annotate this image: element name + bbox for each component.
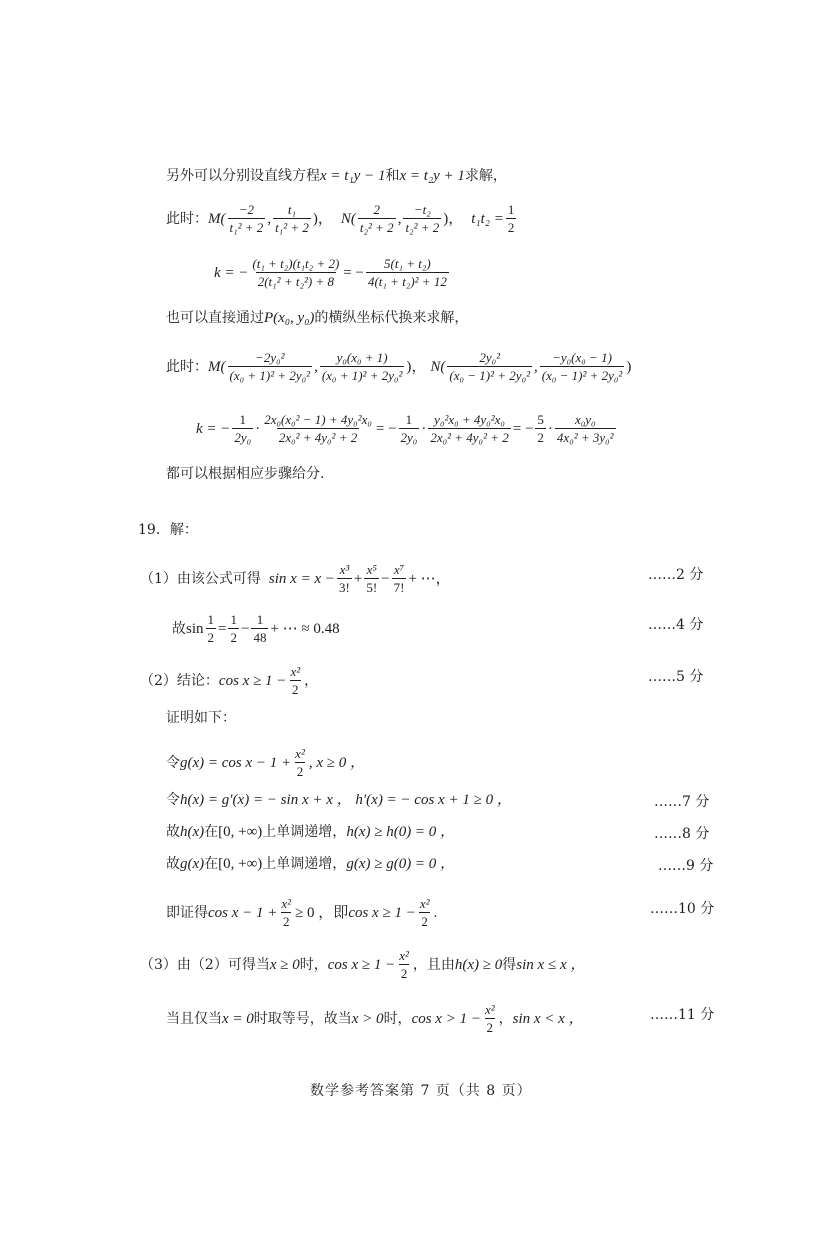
numerator: x₀y₀ bbox=[574, 412, 596, 427]
fraction bbox=[228, 612, 239, 645]
fraction bbox=[447, 350, 532, 383]
part3-strict bbox=[166, 1002, 584, 1035]
math: ) bbox=[626, 358, 632, 375]
numerator: 1 bbox=[230, 612, 237, 627]
score-mark: ……10 分 bbox=[650, 901, 715, 917]
fraction bbox=[418, 896, 432, 929]
numerator: x² bbox=[484, 1002, 495, 1017]
denominator: 2 bbox=[207, 630, 215, 645]
denominator: 3! bbox=[339, 580, 350, 595]
math: sin bbox=[186, 620, 204, 637]
denominator: 2 bbox=[421, 914, 428, 929]
numerator: 1 bbox=[256, 612, 264, 627]
alt-line-equations bbox=[166, 166, 507, 186]
fraction bbox=[232, 412, 253, 445]
math: x = t₁y − 1 bbox=[320, 168, 386, 184]
denominator: 2 bbox=[537, 430, 544, 445]
math: M( bbox=[208, 210, 226, 227]
fraction bbox=[262, 412, 374, 445]
text: 另外可以分别设直线方程 bbox=[166, 168, 320, 184]
label: 故 bbox=[166, 824, 180, 840]
denominator: 4(t₁ + t₂)² + 12 bbox=[367, 274, 447, 289]
numerator: x² bbox=[281, 896, 292, 911]
denominator: 5! bbox=[366, 580, 378, 595]
math: h(x) = g′(x) = − sin x + x ， h′(x) = − cos x + 1 ≥ 0 ， bbox=[180, 792, 512, 808]
numerator: −2 bbox=[238, 202, 255, 217]
comma: , bbox=[397, 210, 402, 227]
comma: , bbox=[314, 358, 318, 375]
label: 令 bbox=[166, 792, 180, 808]
define-h bbox=[166, 790, 512, 810]
denominator: 2x₀² + 4y₀² + 2 bbox=[430, 430, 509, 445]
text: 求解， bbox=[464, 168, 507, 184]
math: = bbox=[218, 620, 227, 637]
denominator: 2 bbox=[507, 220, 515, 235]
scoring-note bbox=[166, 464, 324, 484]
text: 证明如下： bbox=[166, 710, 236, 726]
math: − bbox=[240, 620, 250, 637]
math: )， bbox=[443, 210, 464, 227]
numerator: 5(t₁ + t₂) bbox=[384, 256, 431, 271]
numerator: −2y₀² bbox=[255, 350, 285, 365]
math: . bbox=[433, 904, 438, 921]
math: + bbox=[353, 570, 363, 587]
fraction bbox=[228, 350, 313, 383]
denominator: 2 bbox=[400, 966, 408, 981]
denominator: 2y₀ bbox=[234, 430, 252, 445]
label: 令 bbox=[166, 754, 180, 771]
denominator: 7! bbox=[393, 580, 405, 595]
fraction bbox=[358, 202, 396, 235]
text: 上单调递增， bbox=[262, 824, 347, 840]
math: · bbox=[547, 420, 553, 437]
math: = − bbox=[375, 420, 397, 437]
math: g(x) = cos x − 1 + bbox=[180, 754, 292, 771]
numerator: x² bbox=[290, 664, 301, 679]
numerator: −y₀(x₀ − 1) bbox=[552, 350, 612, 365]
fraction bbox=[366, 256, 449, 289]
fraction bbox=[483, 1002, 497, 1035]
denominator: 2(t₁² + t₂²) + 8 bbox=[257, 274, 334, 289]
numerator: x³ bbox=[339, 562, 350, 577]
denominator: (x₀ − 1)² + 2y₀² bbox=[449, 368, 530, 383]
numerator: 5 bbox=[537, 412, 544, 427]
comma: , bbox=[533, 358, 538, 375]
fraction bbox=[273, 202, 311, 235]
h-increasing bbox=[166, 822, 455, 842]
text: 19．解： bbox=[138, 522, 198, 538]
score-mark: ……9 分 bbox=[658, 858, 714, 874]
problem-19-heading bbox=[138, 520, 198, 540]
numerator: 1 bbox=[207, 612, 215, 627]
numerator: 2y₀² bbox=[479, 350, 501, 365]
label: 故 bbox=[172, 620, 186, 637]
numerator: x⁵ bbox=[366, 562, 377, 577]
denominator: t₁² + 2 bbox=[275, 220, 309, 235]
denominator: 2 bbox=[282, 914, 290, 929]
text: 时取等号，故当 bbox=[253, 1010, 352, 1027]
fraction bbox=[337, 562, 352, 595]
part1-estimate bbox=[172, 612, 340, 645]
math: g(x) ≥ g(0) = 0 ， bbox=[346, 856, 456, 872]
label: 此时： bbox=[166, 210, 208, 227]
fraction bbox=[397, 948, 411, 981]
numerator: 1 bbox=[405, 412, 413, 427]
math: ≥ 0 ，即 bbox=[295, 904, 349, 921]
math: P(x₀, y₀) bbox=[264, 310, 315, 326]
text: 上单调递增， bbox=[262, 856, 347, 872]
fraction bbox=[206, 612, 217, 645]
points-mn-x0y0 bbox=[166, 350, 631, 383]
text: 也可以直接通过 bbox=[166, 310, 264, 326]
numerator: −t₂ bbox=[413, 202, 431, 217]
part3-derivation bbox=[140, 948, 585, 981]
text: 时， bbox=[299, 956, 328, 973]
math: [0, +∞) bbox=[218, 856, 263, 872]
denominator: 2 bbox=[292, 682, 299, 697]
fraction bbox=[555, 412, 616, 445]
math: h(x) ≥ h(0) = 0 ， bbox=[346, 824, 456, 840]
fraction bbox=[364, 562, 379, 595]
denominator: (x₀ + 1)² + 2y₀² bbox=[229, 368, 311, 383]
comma: , bbox=[267, 210, 272, 227]
math: M( bbox=[208, 358, 226, 375]
numerator: 1 bbox=[239, 412, 247, 427]
numerator: 2x₀(x₀² − 1) + 4y₀²x₀ bbox=[264, 412, 372, 427]
text: 在 bbox=[204, 856, 219, 872]
fraction bbox=[288, 664, 302, 697]
score-mark: ……2 分 bbox=[648, 567, 704, 583]
math: + ⋯ ≈ 0.48 bbox=[270, 620, 340, 637]
denominator: 2x₀² + 4y₀² + 2 bbox=[278, 430, 358, 445]
numerator: 1 bbox=[507, 202, 515, 217]
math: sin x ≤ x ， bbox=[516, 956, 586, 973]
points-mn-t bbox=[166, 202, 518, 235]
page-footer: 数学参考答案第 7 页（共 8 页） bbox=[310, 1083, 532, 1099]
denominator: (x₀ + 1)² + 2y₀² bbox=[321, 368, 403, 383]
denominator: 4x₀² + 3y₀² bbox=[556, 430, 614, 445]
numerator: 2 bbox=[373, 202, 381, 217]
text: ， bbox=[304, 672, 319, 689]
math: [0, +∞) bbox=[218, 824, 263, 840]
numerator: x² bbox=[295, 746, 305, 761]
text: 都可以根据相应步骤给分. bbox=[166, 466, 325, 482]
slope-k-t bbox=[214, 256, 451, 289]
fraction bbox=[320, 350, 405, 383]
math: · bbox=[421, 420, 427, 437]
math: h(x) ≥ 0 bbox=[454, 956, 503, 973]
math: sin x = x − bbox=[268, 570, 335, 587]
math: t₁t₂ = bbox=[471, 210, 504, 227]
math: · bbox=[255, 420, 261, 437]
math: cos x ≥ 1 − bbox=[348, 904, 416, 921]
fraction bbox=[250, 256, 341, 289]
math: )， bbox=[312, 210, 333, 227]
text: 和 bbox=[385, 168, 400, 184]
math: cos x ≥ 1 − bbox=[327, 956, 396, 973]
math: k = − bbox=[196, 420, 231, 437]
math: )， bbox=[406, 358, 427, 375]
define-g bbox=[166, 746, 365, 779]
score-mark: ……8 分 bbox=[654, 826, 710, 842]
score-mark: ……4 分 bbox=[648, 617, 704, 633]
fraction bbox=[399, 412, 420, 445]
math: − bbox=[381, 570, 390, 587]
denominator: 2y₀ bbox=[400, 430, 418, 445]
text: 时， bbox=[383, 1010, 412, 1027]
score-mark: ……11 分 bbox=[650, 1007, 715, 1023]
numerator: x² bbox=[419, 896, 430, 911]
text: ，且由 bbox=[412, 956, 455, 973]
proof-heading bbox=[166, 708, 236, 728]
g-increasing bbox=[166, 854, 455, 874]
fraction bbox=[279, 896, 293, 929]
label: 即证得 bbox=[166, 904, 208, 921]
math: = − bbox=[343, 264, 364, 281]
label: （2）结论： bbox=[140, 672, 219, 689]
denominator: (x₀ − 1)² + 2y₀² bbox=[541, 368, 623, 383]
text: 在 bbox=[204, 824, 219, 840]
part2-conclusion bbox=[140, 664, 318, 697]
alt-coordinate-method bbox=[166, 308, 468, 328]
part1-taylor bbox=[140, 562, 451, 595]
math: k = − bbox=[214, 264, 249, 281]
numerator: t₁ bbox=[287, 202, 297, 217]
denominator: t₂² + 2 bbox=[405, 220, 440, 235]
text: 得 bbox=[502, 956, 517, 973]
fraction bbox=[293, 746, 307, 779]
proof-conclusion bbox=[166, 896, 437, 929]
fraction bbox=[403, 202, 441, 235]
math: cos x ≥ 1 − bbox=[218, 672, 287, 689]
math: cos x > 1 − bbox=[411, 1010, 481, 1027]
math: h(x) bbox=[180, 824, 205, 840]
fraction bbox=[506, 202, 517, 235]
text: 的横纵坐标代换来求解， bbox=[314, 310, 469, 326]
numerator: x⁷ bbox=[393, 562, 405, 577]
math: sin x < x ， bbox=[512, 1010, 584, 1027]
math: = − bbox=[512, 420, 534, 437]
math: x = t₂y + 1 bbox=[399, 168, 465, 184]
fraction bbox=[228, 202, 266, 235]
label: （1）由该公式可得 bbox=[140, 570, 261, 587]
fraction bbox=[540, 350, 625, 383]
numerator: y₀²x₀ + 4y₀²x₀ bbox=[434, 412, 505, 427]
label: 故 bbox=[166, 856, 180, 872]
slope-k-x0y0 bbox=[196, 412, 618, 445]
numerator: x² bbox=[399, 948, 409, 963]
math: , x ≥ 0 ， bbox=[308, 754, 365, 771]
math: N( bbox=[340, 210, 356, 227]
math: x = 0 bbox=[222, 1010, 254, 1027]
label: （3）由（2）可得当 bbox=[140, 956, 270, 973]
label: 此时： bbox=[166, 358, 208, 375]
denominator: t₂² + 2 bbox=[359, 220, 394, 235]
math: g(x) bbox=[180, 856, 205, 872]
denominator: 48 bbox=[253, 630, 267, 645]
math: N( bbox=[430, 358, 446, 375]
math: x ≥ 0 bbox=[269, 956, 300, 973]
fraction bbox=[251, 612, 268, 645]
score-mark: ……7 分 bbox=[654, 794, 710, 810]
math: x > 0 bbox=[351, 1010, 384, 1027]
math: cos x − 1 + bbox=[208, 904, 278, 921]
fraction bbox=[428, 412, 510, 445]
denominator: 2 bbox=[296, 764, 304, 779]
fraction bbox=[535, 412, 546, 445]
label: 当且仅当 bbox=[166, 1010, 222, 1027]
numerator: (t₁ + t₂)(t₁t₂ + 2) bbox=[252, 256, 340, 271]
numerator: y₀(x₀ + 1) bbox=[336, 350, 388, 365]
score-mark: ……5 分 bbox=[648, 669, 704, 685]
denominator: t₁² + 2 bbox=[229, 220, 264, 235]
denominator: 2 bbox=[230, 630, 237, 645]
text: ， bbox=[498, 1010, 513, 1027]
fraction bbox=[392, 562, 407, 595]
math: + ⋯， bbox=[408, 570, 451, 587]
denominator: 2 bbox=[486, 1020, 494, 1035]
